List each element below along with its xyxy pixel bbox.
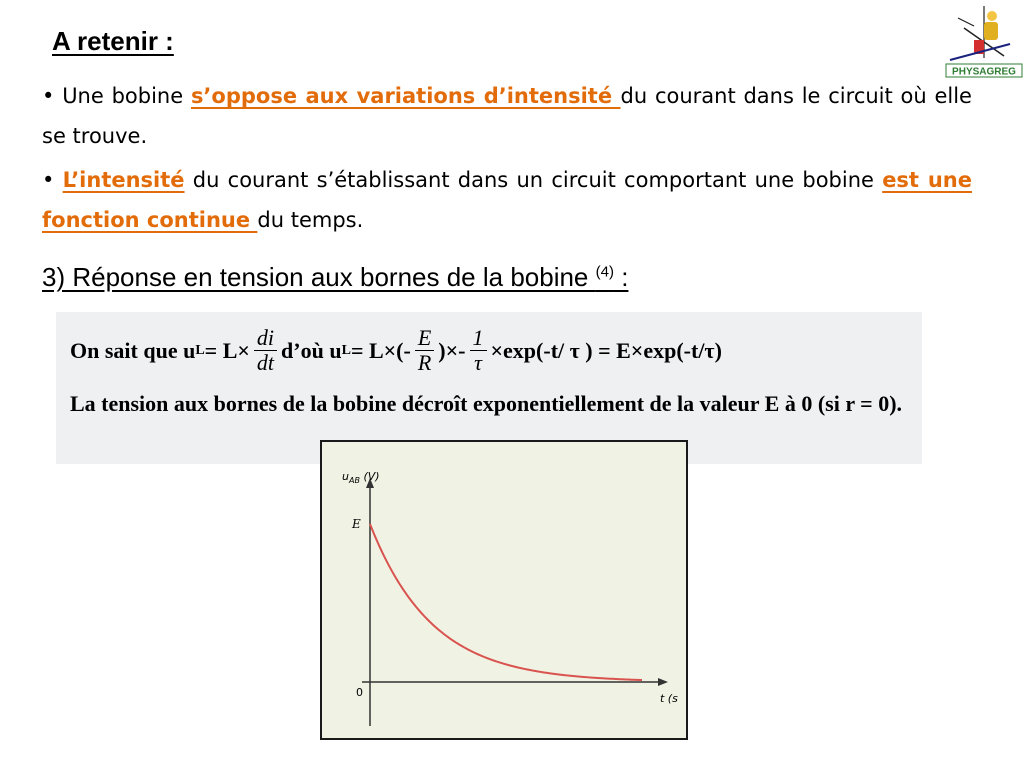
formula-subscript: L: [341, 342, 351, 358]
x-axis-arrow: [658, 678, 668, 686]
fraction-denominator: dt: [256, 350, 275, 375]
bullet-1-highlight: s’oppose aux variations d’intensité: [190, 84, 621, 108]
formula-part: d’où u: [281, 337, 342, 363]
decay-curve: [370, 524, 642, 680]
formula-subscript: L: [195, 342, 205, 358]
bullet-2: [42, 160, 972, 240]
vector-arrow-icon: [958, 18, 974, 26]
x-axis-label: t (s: [660, 692, 678, 705]
formula-part: = L×(-: [350, 337, 411, 363]
y-axis-label: $u_{AB}$ (V): [342, 470, 380, 485]
fraction-1-tau: [470, 326, 487, 375]
graph-svg: [322, 442, 686, 738]
physagreg-logo: [944, 0, 1024, 78]
fraction-denominator: R: [417, 350, 432, 375]
fraction-denominator: τ: [474, 350, 482, 375]
origin-label: 0: [356, 686, 363, 699]
logo-text: PHYSAGREG: [952, 66, 1016, 78]
bullet-1-pre: Une bobine: [62, 84, 191, 108]
fraction-di-dt: [254, 326, 277, 375]
fraction-numerator: di: [254, 326, 277, 351]
logo-svg: [944, 0, 1024, 78]
formula-line: [70, 326, 722, 375]
bullet-2-highlight: L’intensité: [62, 168, 185, 192]
bullet-marker: •: [42, 84, 55, 108]
section-heading: [42, 262, 628, 293]
bullet-2-highlight-2: est une fonction continue: [42, 168, 972, 232]
bullet-1-post: du courant dans le circuit où elle se trouve.: [42, 84, 972, 148]
bullet-2-mid: du courant s’établissant dans un circuit comportant une bobine: [184, 168, 883, 192]
formula-part: )×-: [438, 337, 466, 363]
formula-part: = L×: [204, 337, 250, 363]
page-title: A retenir :: [52, 26, 174, 56]
fraction-numerator: E: [415, 326, 434, 351]
formula-description: La tension aux bornes de la bobine décroît exponentiellement de la valeur E à 0 (si r = 0).: [70, 391, 903, 416]
bullet-1: [42, 76, 972, 156]
y-tick-e: E: [352, 517, 361, 531]
fraction-numerator: 1: [470, 326, 487, 351]
bullet-2-post: du temps.: [257, 208, 364, 232]
figure-head-icon: [987, 11, 997, 21]
section-heading-text: 3) Réponse en tension aux bornes de la bobine: [42, 262, 596, 292]
section-note: (4): [595, 263, 614, 281]
formula-part: ×exp(-t/ τ ) = E×exp(-t/τ): [490, 337, 722, 363]
bullet-marker: •: [42, 168, 55, 192]
formula-part: On sait que u: [70, 337, 196, 363]
figure-body-icon: [984, 22, 998, 40]
decay-graph: [320, 440, 688, 740]
fraction-e-r: [415, 326, 434, 375]
section-colon: :: [613, 262, 629, 292]
